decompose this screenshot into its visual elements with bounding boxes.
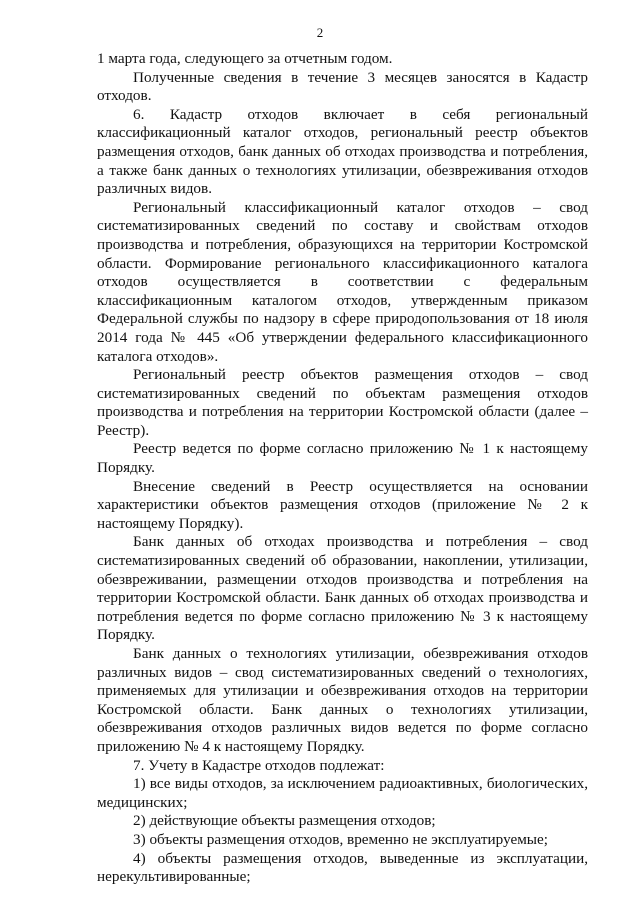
paragraph: Региональный классификационный каталог отходов – свод систематизированных сведений по составу и свойствам отходов производства и потребления, образующихся на территории Костромской области. Формирование регионального классификационного каталога отходов осуществляется в соответствии с федеральным классификационным каталогом отходов, утвержденным приказом Федеральной службы по надзору в сфере природопользования от 18 июля 2014 года № 445 «Об утверждении федерального классификационного каталога отходов».: [97, 198, 588, 365]
paragraph: 2) действующие объекты размещения отходов;: [133, 812, 436, 830]
paragraph: 6. Кадастр отходов включает в себя региональный классификационный каталог отходов, региональный реестр объектов размещения отходов, банк данных об отходах производства и потребления, а также банк данных о технологиях утилизации, обезвреживания отходов различных видов.: [97, 105, 588, 198]
page-number: 2: [316, 25, 324, 40]
paragraph: Банк данных о технологиях утилизации, обезвреживания отходов различных видов – свод систематизированных сведений о технологиях, применяемых для утилизации и обезвреживания отходов на территории Костромской области. Банк данных о технологиях утилизации, обезвреживания отходов различных видов ведется по форме согласно приложению № 4 к настоящему Порядку.: [97, 645, 588, 755]
paragraph: Реестр ведется по форме согласно приложению № 1 к настоящему Порядку.: [97, 440, 588, 477]
document-body: [97, 50, 588, 887]
paragraph: Региональный реестр объектов размещения отходов – свод систематизированных сведений по объектам размещения отходов производства и потребления на территории Костромской области (далее – Реестр).: [97, 366, 588, 439]
paragraph: 1) все виды отходов, за исключением радиоактивных, биологических, медицинских;: [97, 775, 588, 811]
paragraph: Внесение сведений в Реестр осуществляется на основании характеристики объектов размещения отходов (приложение № 2 к настоящему Порядку).: [97, 477, 588, 532]
paragraph: Полученные сведения в течение 3 месяцев заносятся в Кадастр отходов.: [97, 68, 588, 105]
paragraph: 3) объекты размещения отходов, временно не эксплуатируемые;: [133, 830, 548, 848]
paragraph: 7. Учету в Кадастре отходов подлежат:: [133, 756, 385, 774]
paragraph: Банк данных об отходах производства и потребления – свод систематизированных сведений об образовании, накоплении, утилизации, обезвреживании, размещении отходов производства и потребления на территории Костромской области. Банк данных об отходах производства и потребления ведется по форме согласно приложению № 3 к настоящему Порядку.: [97, 533, 588, 644]
paragraph: 4) объекты размещения отходов, выведенные из эксплуатации, нерекультивированные;: [97, 849, 588, 886]
paragraph: 1 марта года, следующего за отчетным годом.: [97, 50, 393, 67]
